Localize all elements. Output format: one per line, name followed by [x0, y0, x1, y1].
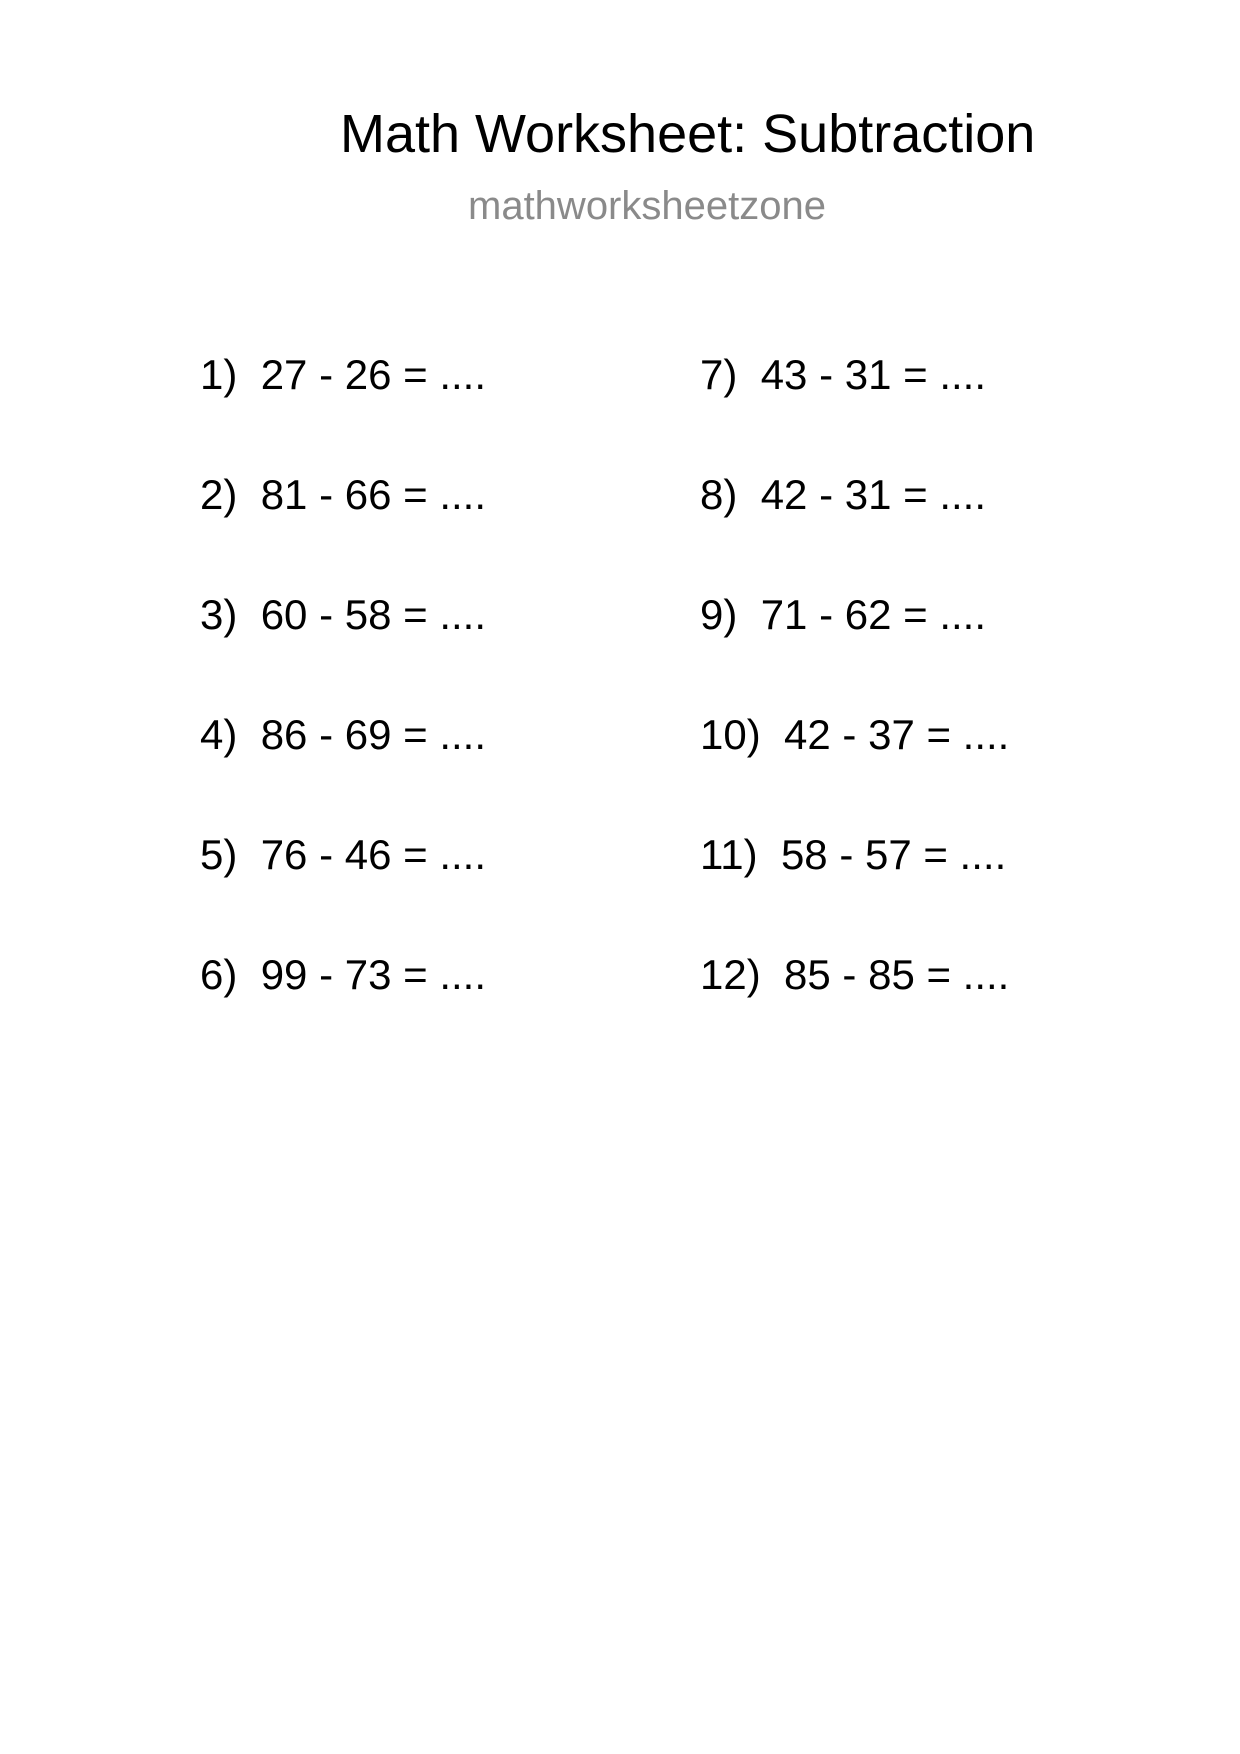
problem-expression: 86 - 69 = ....	[260, 711, 487, 758]
problems-left-column	[200, 345, 486, 1065]
problem-number: 5)	[200, 831, 238, 878]
problem-expression: 27 - 26 = ....	[260, 351, 487, 398]
problem-number: 10)	[700, 711, 761, 758]
problem-item	[700, 945, 1009, 1065]
problem-expression: 42 - 31 = ....	[760, 471, 987, 518]
problem-expression: 58 - 57 = ....	[780, 831, 1007, 878]
problem-item	[700, 585, 1009, 705]
problem-number: 7)	[700, 351, 738, 398]
problem-number: 1)	[200, 351, 238, 398]
problem-number: 2)	[200, 471, 238, 518]
problem-item	[700, 825, 1009, 945]
problem-expression: 43 - 31 = ....	[760, 351, 987, 398]
problem-expression: 42 - 37 = ....	[784, 711, 1010, 758]
problem-item	[200, 465, 486, 585]
problem-expression: 81 - 66 = ....	[260, 471, 487, 518]
problem-item	[200, 345, 486, 465]
problem-expression: 71 - 62 = ....	[760, 591, 987, 638]
problem-expression: 85 - 85 = ....	[784, 951, 1010, 998]
problem-item	[200, 705, 486, 825]
problem-item	[700, 345, 1009, 465]
problem-expression: 76 - 46 = ....	[260, 831, 487, 878]
problem-number: 9)	[700, 591, 738, 638]
problem-number: 3)	[200, 591, 238, 638]
problem-item	[200, 945, 486, 1065]
problems-right-column	[700, 345, 1009, 1065]
problem-number: 12)	[700, 951, 761, 998]
problem-number: 8)	[700, 471, 738, 518]
problem-number: 6)	[200, 951, 238, 998]
problem-expression: 99 - 73 = ....	[260, 951, 487, 998]
problem-item	[700, 465, 1009, 585]
problem-number: 11)	[700, 831, 758, 878]
problem-expression: 60 - 58 = ....	[260, 591, 487, 638]
problem-item	[200, 825, 486, 945]
problem-item	[200, 585, 486, 705]
problem-number: 4)	[200, 711, 238, 758]
source-subtitle: mathworksheetzone	[468, 184, 826, 228]
page-title: Math Worksheet: Subtraction	[340, 104, 1036, 164]
problem-item	[700, 705, 1009, 825]
